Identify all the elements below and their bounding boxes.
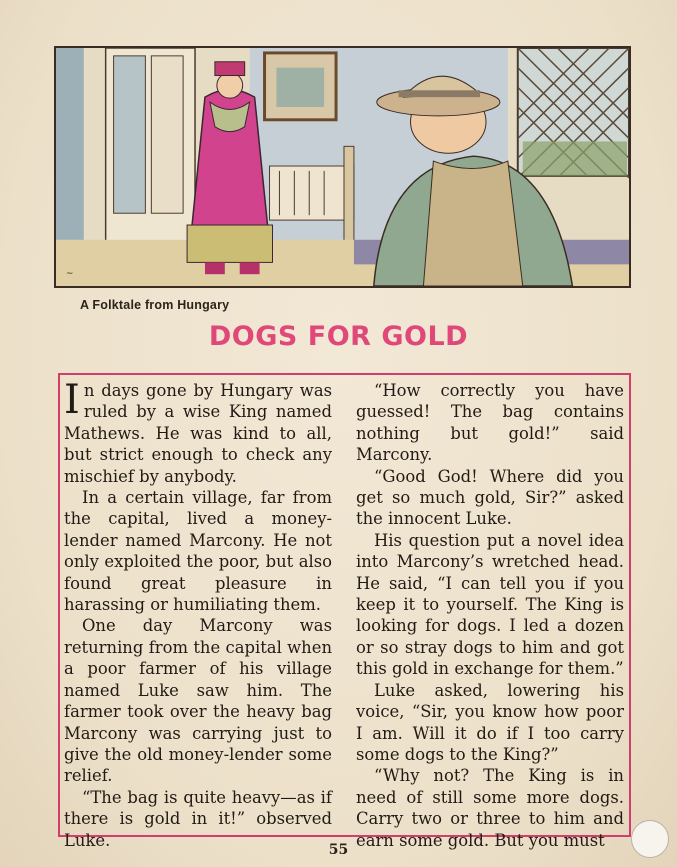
story-caption: A Folktale from Hungary bbox=[80, 298, 230, 312]
drop-cap: I bbox=[64, 377, 80, 423]
paragraph: In a certain village, far from the capital, lived a money-lender named Marcony. He not only exploited the poor, but also found great pleasure in harassing or humiliating them. bbox=[64, 488, 332, 615]
paragraph-text: n days gone by Hungary was ruled by a wise King named Mathews. He was kind to all, but strict enough to check any mischief by anybody. bbox=[64, 381, 332, 486]
paragraph: His question put a novel idea into Marcony’s wretched head. He said, “I can tell you if you keep it to yourself. The King is looking for dogs. I led a dozen or so stray dogs to him and got this gold in exchange for them.” bbox=[356, 530, 624, 679]
paragraph: “The bag is quite heavy—as if there is gold in it!” observed Luke. bbox=[64, 787, 332, 850]
paragraph bbox=[64, 377, 332, 487]
paragraph: “Good God! Where did you get so much gold, Sir?” asked the innocent Luke. bbox=[356, 466, 624, 529]
paragraph: “How correctly you have guessed! The bag contains nothing but gold!” said Marcony. bbox=[356, 381, 624, 465]
paragraph: Luke asked, lowering his voice, “Sir, you know how poor I am. Will it do if I too carry some dogs to the King?” bbox=[356, 680, 624, 764]
paragraph: One day Marcony was returning from the capital when a poor farmer of his village named Luke saw him. The farmer took over the heavy bag Marcony was carrying just to give the old money-lender some relief. bbox=[64, 616, 332, 786]
right-column bbox=[356, 380, 624, 851]
svg-text:~: ~ bbox=[65, 269, 74, 280]
left-column bbox=[64, 377, 332, 851]
library-stamp-icon bbox=[631, 820, 669, 858]
page-number: 55 bbox=[328, 842, 349, 858]
story-title: DOGS FOR GOLD bbox=[208, 321, 469, 352]
story-illustration bbox=[54, 46, 631, 288]
paragraph: “Why not? The King is in need of still some more dogs. Carry two or three to him and earn some gold. But you must bbox=[356, 766, 624, 850]
